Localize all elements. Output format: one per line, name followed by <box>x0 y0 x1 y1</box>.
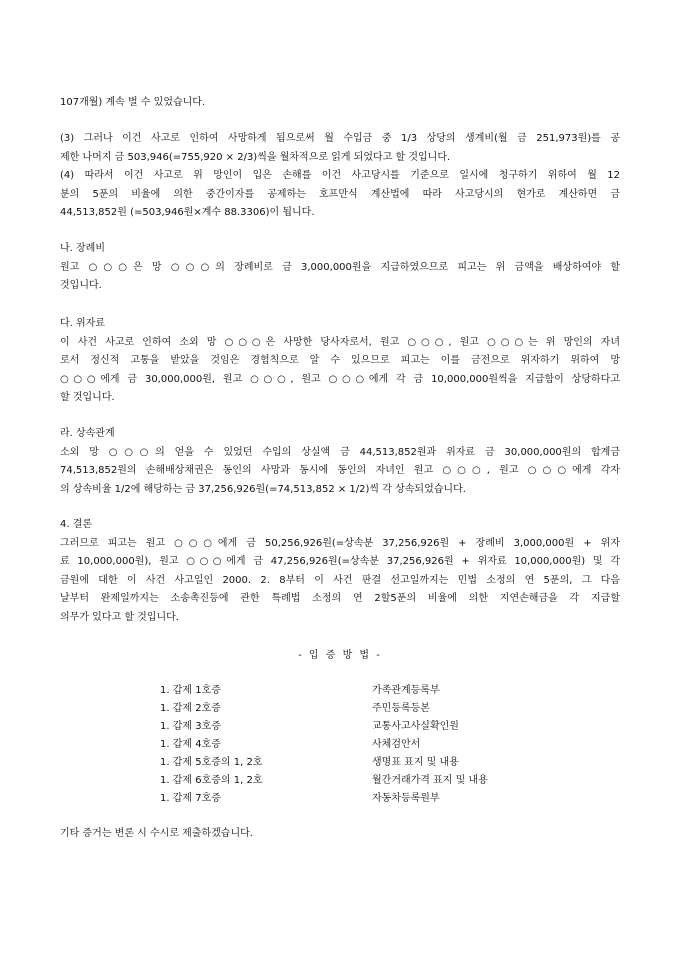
evidence-row <box>160 699 580 717</box>
section-conclusion <box>60 516 620 627</box>
paragraph-4 <box>60 167 620 223</box>
text-line: 원고 ○○○은 망 ○○○의 장례비로 금 3,000,000원을 지급하였으므로 피고는 위 금액을 배상하여야 할 <box>60 261 620 273</box>
section-heading: 나. 장례비 <box>60 243 105 254</box>
evidence-number: 1. 갑제 5호증의 1, 2호 <box>160 757 263 768</box>
text-line: 분의 5푼의 비율에 의한 중간이자를 공제하는 호프만식 계산법에 따라 사고당시의 현가로 계산하면 금 <box>60 188 620 200</box>
text-line: 44,513,852원 (=503,946원×계수 88.3306)이 됩니다. <box>60 207 315 218</box>
paragraph-3 <box>60 130 620 167</box>
section-consolation <box>60 315 620 408</box>
text-line: 기타 증거는 변론 시 수시로 제출하겠습니다. <box>60 828 253 839</box>
text-line: 료 10,000,000원), 원고 ○○○에게 금 47,256,926원(=상속분 37,256,926원 + 위자료 10,000,000원) 및 각 <box>60 556 620 567</box>
text-line: 제한 나머지 금 503,946(=755,920 × 2/3)씩을 월차적으로 읽게 되었다고 할 것입니다. <box>60 151 451 163</box>
text-line: 로서 정신적 고통을 받았을 것임은 경험칙으로 알 수 있으므로 피고는 이를 금전으로 위자하기 위하여 망 <box>60 355 620 366</box>
continuation-line <box>60 94 620 113</box>
evidence-number: 1. 갑제 7호증 <box>160 793 221 804</box>
evidence-row <box>160 753 580 771</box>
text-line: 107개월) 계속 벌 수 있었습니다. <box>60 97 206 108</box>
section-heading: 4. 결론 <box>60 519 93 530</box>
evidence-number: 1. 갑제 6호증의 1, 2호 <box>160 775 263 786</box>
text-line: 의 상속비율 1/2에 해당하는 금 37,256,926원(=74,513,852 × 1/2)씩 각 상속되었습니다. <box>60 483 466 495</box>
evidence-row <box>160 735 580 753</box>
text-line: 것입니다. <box>60 280 102 291</box>
evidence-row <box>160 717 580 735</box>
text-line: 날부터 완제일까지는 소송촉진등에 관한 특례법 소정의 연 2할5푼의 비율에 의한 지연손해금을 각 지급할 <box>60 593 620 604</box>
text-line: 74,513,852원의 손해배상채권은 동인의 사망과 동시에 동인의 자녀인 원고 ○○○, 원고 ○○○에게 각자 <box>60 465 620 476</box>
evidence-number: 1. 갑제 2호증 <box>160 703 221 714</box>
evidence-row <box>160 681 580 699</box>
evidence-number: 1. 갑제 3호증 <box>160 721 221 732</box>
text-line: 이 사건 사고로 인하여 소외 망 ○○○은 사망한 당사자로서, 원고 ○○○, 원고 ○○○는 위 망인의 자녀 <box>60 336 620 348</box>
text-line: 그러므로 피고는 원고 ○○○에게 금 50,256,926원(=상속분 37,256,926원 + 장례비 3,000,000원 + 위자 <box>60 537 620 549</box>
evidence-number: 1. 갑제 1호증 <box>160 685 221 696</box>
evidence-description: 가족관계등록부 <box>372 685 440 696</box>
text-line: 소외 망 ○○○의 얻을 수 있었던 수입의 상실액 금 44,513,852원과 위자료 금 30,000,000원의 합계금 <box>60 446 620 458</box>
evidence-title: - 입 증 방 법 - <box>298 650 382 661</box>
evidence-description: 월간거래가격 표지 및 내용 <box>372 775 488 786</box>
evidence-description: 생명표 표지 및 내용 <box>372 757 459 768</box>
evidence-row <box>160 789 580 807</box>
evidence-description: 교통사고사실확인원 <box>372 721 459 732</box>
text-line: ○○○에게 금 30,000,000원, 원고 ○○○, 원고 ○○○에게 각 금 10,000,000원씩을 지급함이 상당하다고 <box>60 373 620 385</box>
evidence-description: 자동차등록원부 <box>372 793 440 804</box>
evidence-description: 사체검안서 <box>372 739 421 750</box>
section-heading: 다. 위자료 <box>60 318 105 329</box>
text-line: 할 것입니다. <box>60 392 115 403</box>
section-funeral <box>60 240 620 296</box>
section-heading: 라. 상속관계 <box>60 428 115 439</box>
evidence-number: 1. 갑제 4호증 <box>160 739 221 750</box>
evidence-row <box>160 771 580 789</box>
text-line: (3) 그러나 이건 사고로 인하여 사망하게 됨으로써 월 수입금 중 1/3 상당의 생계비(월 금 251,973원)를 공 <box>60 133 620 144</box>
text-line: (4) 따라서 이건 사고로 위 망인이 입은 손해를 이건 사고당시를 기준으로 일시에 청구하기 위하여 월 12 <box>60 170 620 181</box>
evidence-description: 주민등록등본 <box>372 703 430 714</box>
text-line: 금원에 대한 이 사건 사고일인 2000. 2. 8부터 이 사건 판결 선고일까지는 민법 소정의 연 5푼의, 그 다음 <box>60 574 620 586</box>
section-inheritance <box>60 425 620 499</box>
text-line: 의무가 있다고 할 것입니다. <box>60 611 179 623</box>
closing-statement <box>60 825 620 844</box>
